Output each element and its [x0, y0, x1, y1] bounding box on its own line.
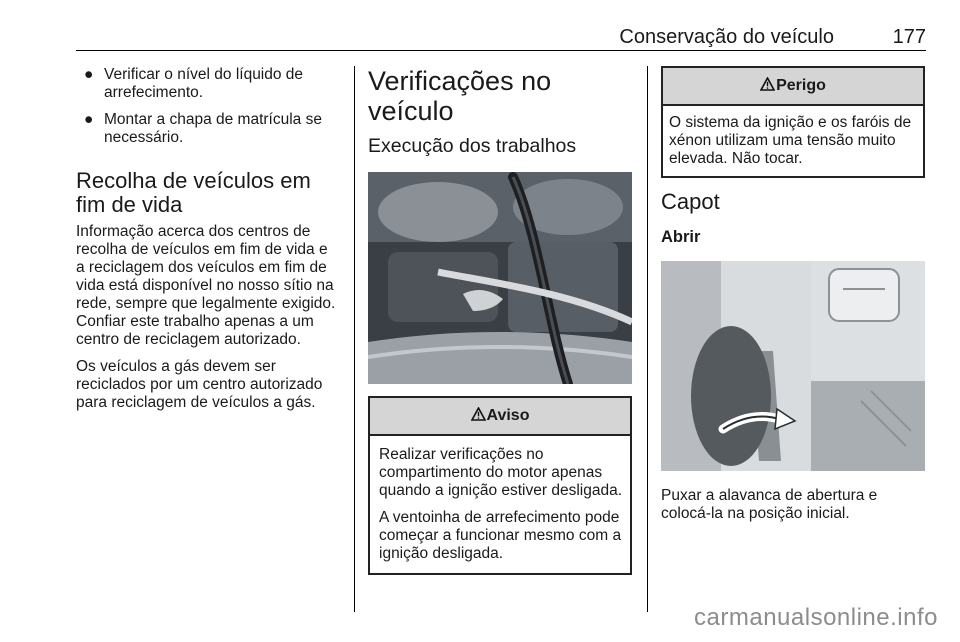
watermark: carmanualsonline.info	[694, 604, 938, 631]
header-rule	[76, 50, 926, 51]
column-right	[661, 66, 925, 532]
subsection-heading: Abrir	[661, 228, 701, 246]
column-middle	[368, 66, 632, 575]
checklist	[76, 66, 340, 147]
column-left	[76, 66, 340, 421]
warning-triangle-icon	[471, 407, 486, 426]
warning-title: Aviso	[370, 398, 630, 436]
page-title: Verificações no veículo	[368, 66, 552, 126]
column-divider	[647, 66, 648, 612]
section-title: Conservação do veículo	[619, 26, 834, 48]
section-heading: Capot	[661, 189, 720, 214]
danger-title: Perigo	[663, 68, 923, 106]
page-number: 177	[892, 26, 926, 48]
list-item: ● Verificar o nível do líquido de arrefecimento.	[84, 66, 304, 101]
column-divider	[354, 66, 355, 612]
paragraph: Informação acerca dos centros de recolha de veículos em fim de vida e a reciclagem dos veículos em fim de vida está disponível no nosso sítio na rede, sempre que legalmente exigido. Confiar este trabalho apenas a um centro de reciclagem autorizado.	[76, 223, 336, 348]
engine-compartment-illustration	[368, 172, 632, 384]
engine-photo	[368, 172, 632, 384]
warning-triangle-icon	[760, 77, 775, 96]
warning-box	[368, 396, 632, 575]
page-header	[76, 22, 926, 50]
warning-text: A ventoinha de arrefecimento pode começar a funcionar mesmo com a ignição desligada.	[379, 509, 622, 562]
danger-box	[661, 66, 925, 178]
section-heading: Recolha de veículos em fim de vida	[76, 168, 311, 217]
hood-release-photo	[661, 261, 925, 471]
list-item: ● Montar a chapa de matrícula se necessário.	[84, 111, 322, 146]
warning-text: Realizar verificações no compartimento do motor apenas quando a ignição estiver desligada.	[379, 446, 623, 499]
paragraph: Puxar a alavanca de abertura e colocá-la na posição inicial.	[661, 487, 878, 522]
paragraph: Os veículos a gás devem ser reciclados por um centro autorizado para reciclagem de veículos a gás.	[76, 358, 323, 411]
subsection-heading: Execução dos trabalhos	[368, 135, 577, 157]
danger-text: O sistema da ignição e os faróis de xénon utilizam uma tensão muito elevada. Não tocar.	[669, 114, 912, 167]
hood-release-lever-illustration	[661, 261, 925, 471]
